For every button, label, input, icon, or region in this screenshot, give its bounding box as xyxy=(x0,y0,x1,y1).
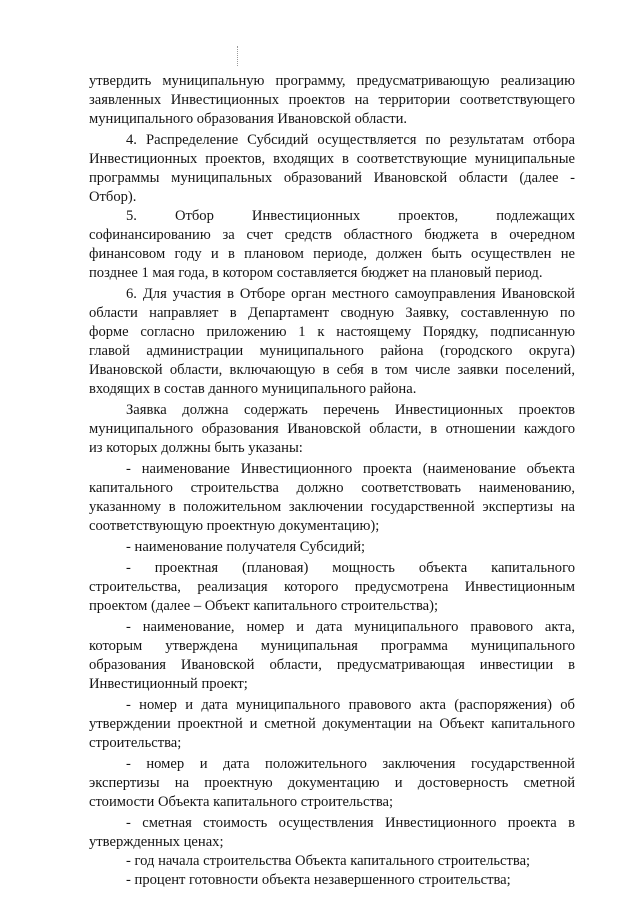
text-line-32: Инвестиционный проект; xyxy=(89,676,248,692)
text-line-34: утверждении проектной и сметной документации на Объект капитального xyxy=(89,716,575,732)
text-line-39: - сметная стоимость осуществления Инвестиционного проекта в xyxy=(126,815,575,831)
text-line-9: софинансированию за счет средств областного бюджета в очередном xyxy=(89,227,575,243)
text-line-29: - наименование, номер и дата муниципального правового акта, xyxy=(126,619,575,635)
text-line-12: 6. Для участия в Отборе орган местного самоуправления Ивановской xyxy=(126,286,575,302)
text-line-37: экспертизы на проектную документацию и достоверность сметной xyxy=(89,775,575,791)
text-line-36: - номер и дата положительного заключения государственной xyxy=(126,756,575,772)
text-line-5: Инвестиционных проектов, входящих в соответствующие муниципальные xyxy=(89,151,575,167)
text-line-25: - наименование получателя Субсидий; xyxy=(126,539,366,555)
text-line-21: - наименование Инвестиционного проекта (наименование объекта xyxy=(126,461,575,477)
text-line-40: утвержденных ценах; xyxy=(89,834,224,850)
text-line-13: области направляет в Департамент сводную Заявку, составленную по xyxy=(89,305,575,321)
text-line-24: соответствующую проектную документацию); xyxy=(89,518,380,534)
text-line-16: Ивановской области, включающую в себя в том числе заявки поселений, xyxy=(89,362,575,378)
text-line-18: Заявка должна содержать перечень Инвестиционных проектов xyxy=(126,402,575,418)
text-line-27: строительства, реализация которого предусмотрена Инвестиционным xyxy=(89,579,575,595)
text-line-30: которым утверждена муниципальная программа муниципального xyxy=(89,638,575,654)
text-line-6: программы муниципальных образований Ивановской области (далее - xyxy=(89,170,575,186)
text-line-10: финансовом году и в плановом периоде, должен быть осуществлен не xyxy=(89,246,575,262)
text-line-3: муниципального образования Ивановской области. xyxy=(89,111,408,127)
text-line-11: позднее 1 мая года, в котором составляется бюджет на плановый период. xyxy=(89,265,543,281)
text-line-33: - номер и дата муниципального правового акта (распоряжения) об xyxy=(126,697,575,713)
text-line-4: 4. Распределение Субсидий осуществляется по результатам отбора xyxy=(126,132,575,148)
text-line-26: - проектная (плановая) мощность объекта капитального xyxy=(126,560,575,576)
text-line-23: указанному в положительном заключении государственной экспертизы на xyxy=(89,499,575,515)
text-line-17: входящих в состав данного муниципального района. xyxy=(89,381,417,397)
text-line-19: муниципального образования Ивановской области, в отношении каждого xyxy=(89,421,575,437)
text-line-20: из которых должны быть указаны: xyxy=(89,440,303,456)
text-line-14: форме согласно приложению 1 к настоящему Порядку, подписанную xyxy=(89,324,575,340)
text-line-15: главой администрации муниципального района (городского округа) xyxy=(89,343,575,359)
text-line-1: утвердить муниципальную программу, предусматривающую реализацию xyxy=(89,73,575,89)
text-line-31: образования Ивановской области, предусматривающая инвестиции в xyxy=(89,657,575,673)
page-center-mark xyxy=(237,46,240,66)
text-line-38: стоимости Объекта капитального строительства; xyxy=(89,794,394,810)
text-line-22: капитального строительства должно соответствовать наименованию, xyxy=(89,480,575,496)
text-line-41: - год начала строительства Объекта капитального строительства; xyxy=(126,853,531,869)
text-line-7: Отбор). xyxy=(89,189,137,205)
text-line-2: заявленных Инвестиционных проектов на территории соответствующего xyxy=(89,92,575,108)
text-line-8: 5. Отбор Инвестиционных проектов, подлежащих xyxy=(126,208,575,224)
text-line-35: строительства; xyxy=(89,735,182,751)
text-line-42: - процент готовности объекта незавершенного строительства; xyxy=(126,872,511,888)
text-line-28: проектом (далее – Объект капитального строительства); xyxy=(89,598,439,614)
